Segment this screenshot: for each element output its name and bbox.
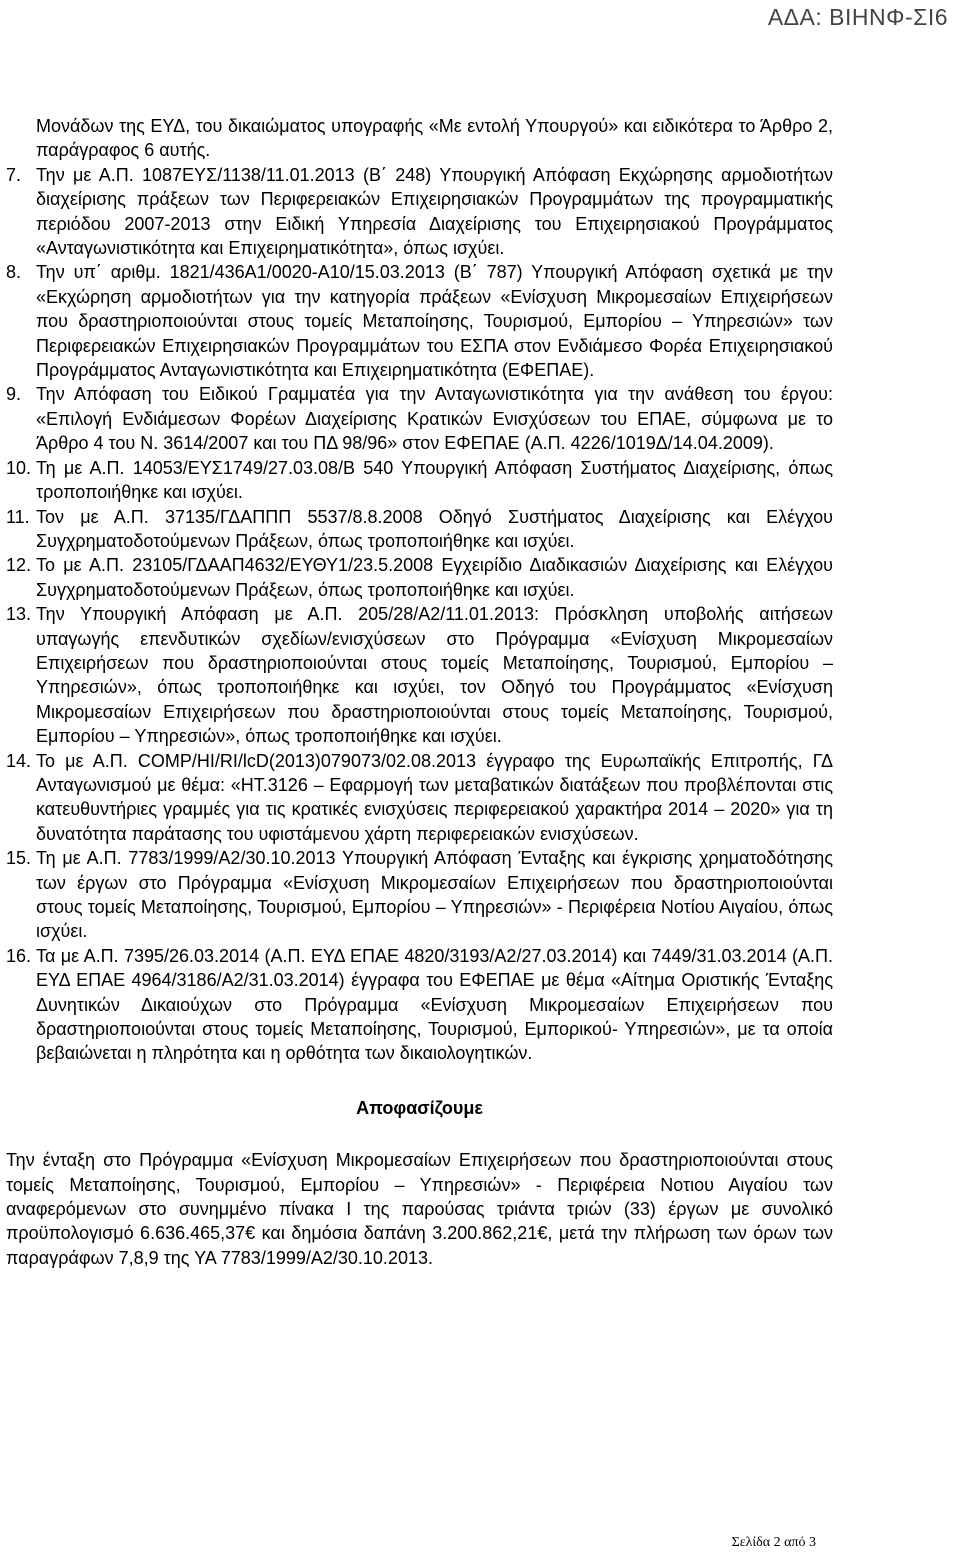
item-text: Την υπ΄ αριθμ. 1821/436Α1/0020-Α10/15.03.2013 (Β΄ 787) Υπουργική Απόφαση σχετικά με την «Εκχώρηση αρμοδιοτήτων για την κατηγορία πράξεων «Ενίσχυση Μικρομεσαίων Επιχειρήσεων που δραστηριοποιούνται στους τομείς Μεταποίησης, Τουρισμού, Εμπορίου – Υπηρεσιών» των Περιφερειακών Επιχειρησιακών Προγραμμάτων του ΕΣΠΑ στον Ενδιάμεσο Φορέα Επιχειρησιακού Προγράμματος Ανταγωνιστικότητα και Επιχειρηματικότητα (ΕΦΕΠΑΕ). bbox=[36, 262, 833, 381]
item-text: Τα με Α.Π. 7395/26.03.2014 (Α.Π. ΕΥΔ ΕΠΑΕ 4820/3193/Α2/27.03.2014) και 7449/31.03.2014 (Α.Π. ΕΥΔ ΕΠΑΕ 4964/3186/Α2/31.03.2014) έγγραφα του ΕΦΕΠΑΕ με θέμα «Αίτημα Οριστικής Ένταξης Δυνητικών Δικαιούχων στο Πρόγραμμα «Ενίσχυση Μικρομεσαίων Επιχειρήσεων που δραστηριοποιούνται στους τομείς Μεταποίησης, Τουρισμού, Εμπορικού- Υπηρεσιών», με τα οποία βεβαιώνεται η πληρότητα και η ορθότητα των δικαιολογητικών. bbox=[36, 945, 833, 1064]
list-item bbox=[6, 944, 833, 1066]
item-text: Την με Α.Π. 1087ΕΥΣ/1138/11.01.2013 (Β΄ 248) Υπουργική Απόφαση Εκχώρησης αρμοδιοτήτων διαχείρισης πράξεων των Περιφερειακών Επιχειρησιακών Προγραμμάτων της προγραμματικής περιόδου 2007-2013 στην Ειδική Υπηρεσία Διαχείρισης του Επιχειρησιακού Προγράμματος «Ανταγωνιστικότητα και Επιχειρηματικότητα», όπως ισχύει. bbox=[36, 164, 833, 259]
item-text: Το με Α.Π. 23105/ΓΔΑΑΠ4632/ΕΥΘΥ1/23.5.2008 Εγχειρίδιο Διαδικασιών Διαχείρισης και Ελέγχου Συγχρηματοδοτούμενων Πράξεων, όπως τροποποιήθηκε και ισχύει. bbox=[36, 555, 833, 600]
list-item bbox=[6, 260, 833, 382]
item-text: Τον με Α.Π. 37135/ΓΔΑΠΠΠ 5537/8.8.2008 Οδηγό Συστήματος Διαχείρισης και Ελέγχου Συγχρηματοδοτούμενων Πράξεων, όπως τροποποιήθηκε και ισχύει. bbox=[36, 506, 833, 551]
decision-text: Την ένταξη στο Πρόγραμμα «Ενίσχυση Μικρομεσαίων Επιχειρήσεων που δραστηριοποιούνται στους τομείς Μεταποίησης, Τουρισμού, Εμπορίου – Υπηρεσιών» - Περιφέρεια Νοτιου Αιγαίου των αναφερόμενων στο συνημμένο πίνακα Ι της παρούσας τριάντα τριών (33) έργων με συνολικό προϋπολογισμό 6.636.465,37€ και δημόσια δαπάνη 3.200.862,21€, μετά την πλήρωση των όρων των παραγράφων 7,8,9 της ΥΑ 7783/1999/Α2/30.10.2013. bbox=[6, 1150, 833, 1268]
item-number: 9. bbox=[6, 384, 22, 405]
item-number: 10. bbox=[6, 457, 32, 478]
list-item bbox=[6, 505, 833, 554]
item-number: 11. bbox=[6, 506, 30, 527]
item-number: 16. bbox=[6, 945, 32, 966]
item-number: 12. bbox=[6, 555, 32, 576]
item-number: 13. bbox=[6, 604, 32, 625]
list-item bbox=[6, 553, 833, 602]
list-item bbox=[6, 749, 833, 847]
ada-code: ΑΔΑ: ΒΙΗΝΦ-ΣΙ6 bbox=[767, 4, 948, 30]
item-number: 8. bbox=[6, 262, 22, 283]
item-number: 7. bbox=[6, 164, 22, 185]
item-number: 15. bbox=[6, 848, 32, 869]
decision-heading: Αποφασίζουμε bbox=[356, 1097, 483, 1118]
list-item bbox=[6, 163, 833, 261]
item-text: Τη με Α.Π. 14053/ΕΥΣ1749/27.03.08/Β 540 Υπουργική Απόφαση Συστήματος Διαχείρισης, όπως τροποποιήθηκε και ισχύει. bbox=[36, 457, 833, 503]
page-number: Σελίδα 2 από 3 bbox=[731, 1535, 816, 1550]
list-item bbox=[6, 602, 833, 748]
list-item bbox=[6, 456, 833, 505]
intro-continuation: Μονάδων της ΕΥΔ, του δικαιώματος υπογραφής «Με εντολή Υπουργού» και ειδικότερα το Άρθρο 2, παράγραφος 6 αυτής. bbox=[36, 116, 833, 161]
list-item bbox=[6, 382, 833, 455]
list-item bbox=[6, 846, 833, 944]
item-text: Το με Α.Π. COMP/HI/RI/lcD(2013)079073/02.08.2013 έγγραφο της Ευρωπαϊκής Επιτροπής, ΓΔ Ανταγωνισμού με θέμα: «HT.3126 – Εφαρμογή των μεταβατικών διατάξεων που προβλέπονται στις κατευθυντήριες γραμμές για τις κρατικές ενισχύσεις περιφερειακού χαρακτήρα 2014 – 2020» για τη δυνατότητα παράτασης του υφιστάμενου χάρτη περιφερειακών ενισχύσεων. bbox=[36, 750, 833, 844]
item-text: Την Απόφαση του Ειδικού Γραμματέα για την Ανταγωνιστικότητα για την ανάθεση του έργου: «Επιλογή Ενδιάμεσων Φορέων Διαχείρισης Κρατικών Ενισχύσεων του ΕΠΑΕ, σύμφωνα με το Άρθρο 4 του Ν. 3614/2007 και του ΠΔ 98/96» στον ΕΦΕΠΑΕ (Α.Π. 4226/1019Δ/14.04.2009). bbox=[36, 384, 833, 454]
item-text: Τη με Α.Π. 7783/1999/Α2/30.10.2013 Υπουργική Απόφαση Ένταξης και έγκρισης χρηματοδότησης των έργων στο Πρόγραμμα «Ενίσχυση Μικρομεσαίων Επιχειρήσεων που δραστηριοποιούνται στους τομείς Μεταποίησης, Τουρισμού, Εμπορίου – Υπηρεσιών» - Περιφέρεια Νοτίου Αιγαίου, όπως ισχύει. bbox=[36, 848, 833, 942]
considerations-list bbox=[6, 163, 833, 1066]
item-number: 14. bbox=[6, 750, 32, 771]
item-text: Την Υπουργική Απόφαση με Α.Π. 205/28/Α2/11.01.2013: Πρόσκληση υποβολής αιτήσεων υπαγωγής επενδυτικών σχεδίων/ενισχύσεων στο Πρόγραμμα «Ενίσχυση Μικρομεσαίων Επιχειρήσεων που δραστηριοποιούνται στους τομείς Μεταποίησης, Τουρισμού, Εμπορίου – Υπηρεσιών», όπως τροποποιήθηκε και ισχύει, τον Οδηγό του Προγράμματος «Ενίσχυση Μικρομεσαίων Επιχειρήσεων που δραστηριοποιούνται στους τομείς Μεταποίησης, Τουρισμού, Εμπορίου – Υπηρεσιών», όπως τροποποιήθηκε και ισχύει. bbox=[36, 604, 833, 747]
document-body bbox=[6, 114, 833, 1270]
